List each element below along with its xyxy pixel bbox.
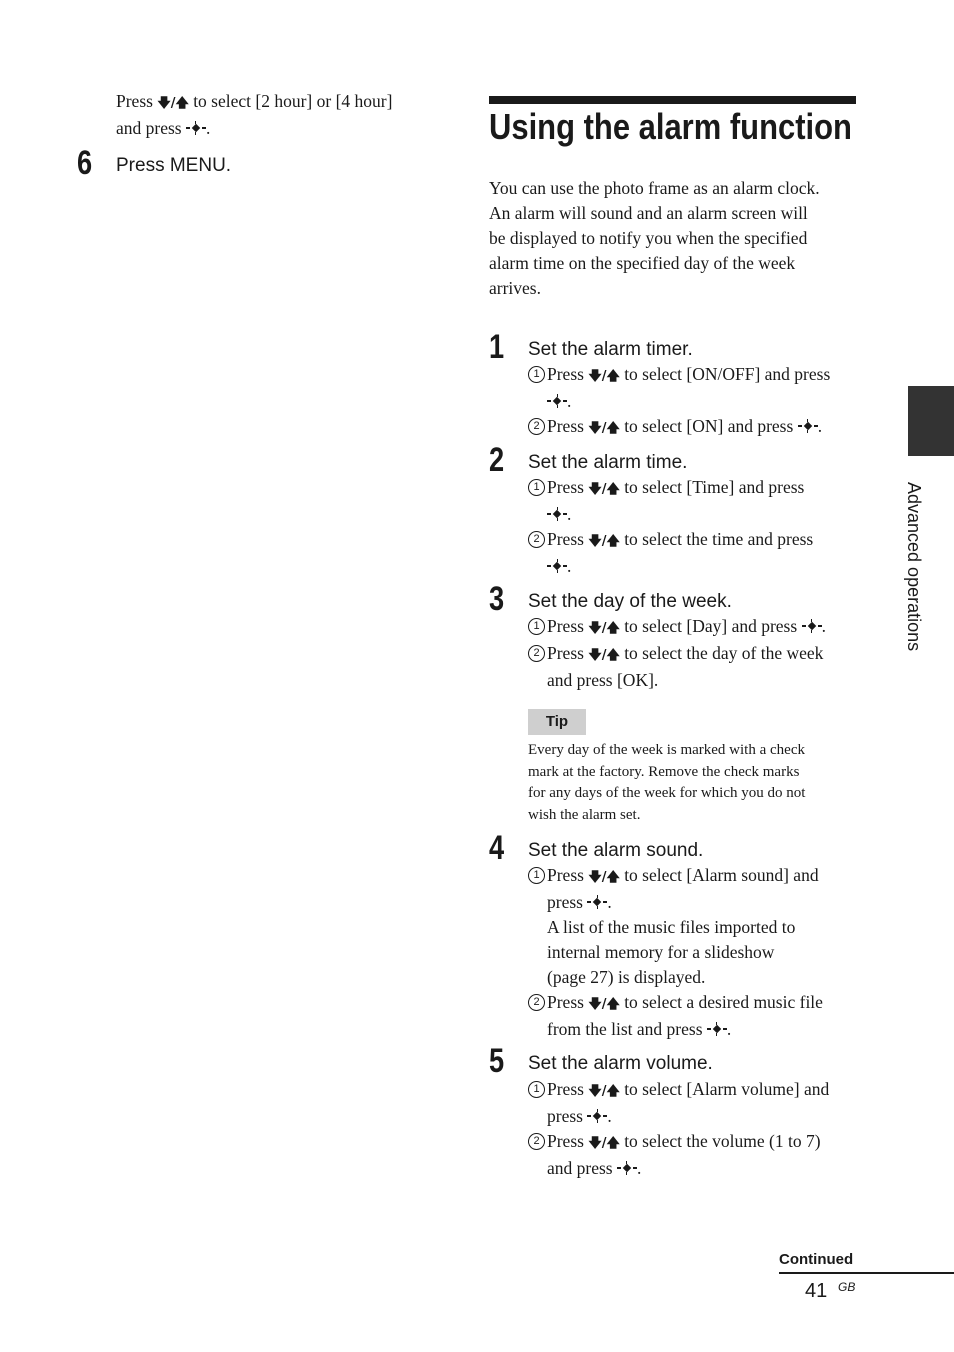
- step-4-title: Set the alarm sound.: [528, 840, 704, 861]
- substep: [528, 362, 855, 414]
- down-up-arrows-icon: 🡇/🡅: [588, 1084, 620, 1099]
- circled-number: 2: [528, 1133, 545, 1150]
- intro-line: You can use the photo frame as an alarm clock.: [489, 178, 820, 198]
- substep-text: to select [ON/OFF] and press: [624, 364, 831, 384]
- down-up-arrows-icon: 🡇/🡅: [588, 421, 620, 436]
- step-4-number: 4: [489, 829, 505, 867]
- text-press: press: [547, 892, 583, 912]
- text-and-press: and press: [116, 118, 182, 138]
- tip-text: [528, 740, 858, 826]
- substep-text: to select [Alarm sound] and: [624, 865, 819, 885]
- substep: [528, 614, 855, 641]
- period: .: [726, 1019, 732, 1039]
- period: .: [567, 504, 572, 524]
- period: .: [205, 118, 211, 138]
- text-press: Press: [547, 643, 584, 663]
- enter-button-icon: [587, 895, 607, 909]
- page-number: 41: [805, 1280, 828, 1302]
- intro-paragraph: [489, 176, 859, 301]
- substep-text: to select [Time] and press: [624, 477, 805, 497]
- step-3-number: 3: [489, 580, 505, 618]
- circled-number: 2: [528, 418, 545, 435]
- circled-number: 1: [528, 366, 545, 383]
- period: .: [607, 1106, 612, 1126]
- note-line: internal memory for a slideshow: [547, 942, 775, 962]
- text-press: Press: [547, 364, 584, 384]
- enter-button-icon: [802, 619, 822, 633]
- enter-button-icon: [798, 419, 818, 433]
- step-1-title: Set the alarm timer.: [528, 339, 693, 360]
- step-6-number: 6: [77, 144, 93, 182]
- enter-button-icon: [547, 507, 567, 521]
- text-press: press: [547, 1106, 583, 1126]
- period: .: [607, 892, 612, 912]
- step-5-title: Set the alarm volume.: [528, 1053, 713, 1074]
- text-press: Press: [547, 992, 584, 1012]
- step-2-number: 2: [489, 441, 505, 479]
- page-suffix: GB: [838, 1280, 856, 1294]
- tip-line: Every day of the week is marked with a check: [528, 742, 805, 758]
- text-press: Press: [547, 477, 584, 497]
- down-up-arrows-icon: 🡇/🡅: [588, 621, 620, 636]
- substep: [528, 475, 855, 527]
- footer-rule: [779, 1272, 954, 1274]
- substep: [528, 414, 855, 441]
- down-up-arrows-icon: 🡇/🡅: [588, 369, 620, 384]
- continued-instruction: [116, 89, 436, 141]
- down-up-arrows-icon: 🡇/🡅: [588, 870, 620, 885]
- step-4-substeps: [528, 863, 855, 1042]
- period: .: [636, 1158, 642, 1178]
- step-5-number: 5: [489, 1042, 505, 1080]
- substep-text: to select [Alarm volume] and: [624, 1079, 830, 1099]
- substep-text: from the list and press: [547, 1019, 703, 1039]
- down-up-arrows-icon: 🡇/🡅: [588, 648, 620, 663]
- period: .: [817, 416, 823, 436]
- step-1-substeps: [528, 362, 855, 441]
- enter-button-icon: [587, 1109, 607, 1123]
- circled-number: 1: [528, 1081, 545, 1098]
- tip-line: for any days of the week for which you do not: [528, 785, 806, 801]
- continued-label: Continued: [779, 1251, 854, 1268]
- circled-number: 2: [528, 531, 545, 548]
- text-select-hours: to select [2 hour] or [4 hour]: [193, 91, 393, 111]
- title-rule: [489, 96, 856, 104]
- circled-number: 1: [528, 867, 545, 884]
- substep: [528, 641, 855, 693]
- enter-button-icon: [547, 559, 567, 573]
- substep-text: to select the time and press: [624, 529, 814, 549]
- circled-number: 1: [528, 618, 545, 635]
- down-up-arrows-icon: 🡇/🡅: [588, 997, 620, 1012]
- tip-label: Tip: [528, 709, 586, 735]
- tip-line: wish the alarm set.: [528, 806, 641, 823]
- intro-line: be displayed to notify you when the specified: [489, 228, 808, 248]
- step-3-substeps: [528, 614, 855, 693]
- text-and-press: and press: [547, 1158, 613, 1178]
- intro-line: arrives.: [489, 278, 541, 298]
- down-up-arrows-icon: 🡇/🡅: [588, 482, 620, 497]
- enter-button-icon: [186, 121, 206, 135]
- text-press: Press: [547, 416, 584, 436]
- text-press: Press: [547, 529, 584, 549]
- text-press: Press: [547, 1079, 584, 1099]
- enter-button-icon: [707, 1022, 727, 1036]
- down-up-arrows-icon: 🡇/🡅: [588, 534, 620, 549]
- substep-text: to select [ON] and press: [624, 416, 794, 436]
- text-press: Press: [547, 616, 584, 636]
- substep: [528, 990, 855, 1042]
- step-2-title: Set the alarm time.: [528, 452, 688, 473]
- substep: [528, 1077, 855, 1129]
- substep: [528, 863, 855, 990]
- tip-line: mark at the factory. Remove the check marks: [528, 763, 800, 780]
- enter-button-icon: [617, 1161, 637, 1175]
- text-press: Press: [547, 1131, 584, 1151]
- period: .: [567, 556, 572, 576]
- substep-text: and press [OK].: [547, 670, 659, 690]
- period: .: [821, 616, 826, 636]
- page-title: Using the alarm function: [489, 106, 852, 147]
- circled-number: 2: [528, 645, 545, 662]
- substep-text: to select the volume (1 to 7): [624, 1131, 821, 1151]
- text-press: Press: [116, 91, 153, 111]
- step-3-title: Set the day of the week.: [528, 591, 732, 612]
- down-up-arrows-icon: 🡇/🡅: [588, 1136, 620, 1151]
- note-line: A list of the music files imported to: [547, 917, 796, 937]
- step-5-substeps: [528, 1077, 855, 1181]
- step-2-substeps: [528, 475, 855, 579]
- enter-button-icon: [547, 394, 567, 408]
- intro-line: alarm time on the specified day of the week: [489, 253, 796, 273]
- substep-text: to select a desired music file: [624, 992, 823, 1012]
- substep-text: to select the day of the week: [624, 643, 824, 663]
- note-line: (page 27) is displayed.: [547, 967, 706, 987]
- period: .: [567, 391, 572, 411]
- circled-number: 1: [528, 479, 545, 496]
- step-1-number: 1: [489, 328, 505, 366]
- step-6-title: Press MENU.: [116, 155, 232, 176]
- circled-number: 2: [528, 994, 545, 1011]
- substep: [528, 527, 855, 579]
- section-tab-block: [908, 386, 954, 456]
- text-press: Press: [547, 865, 584, 885]
- substep: [528, 1129, 855, 1181]
- intro-line: An alarm will sound and an alarm screen will: [489, 203, 808, 223]
- substep-text: to select [Day] and press: [624, 616, 798, 636]
- section-tab-label: Advanced operations: [904, 482, 924, 652]
- down-up-arrows-icon: 🡇/🡅: [157, 96, 189, 111]
